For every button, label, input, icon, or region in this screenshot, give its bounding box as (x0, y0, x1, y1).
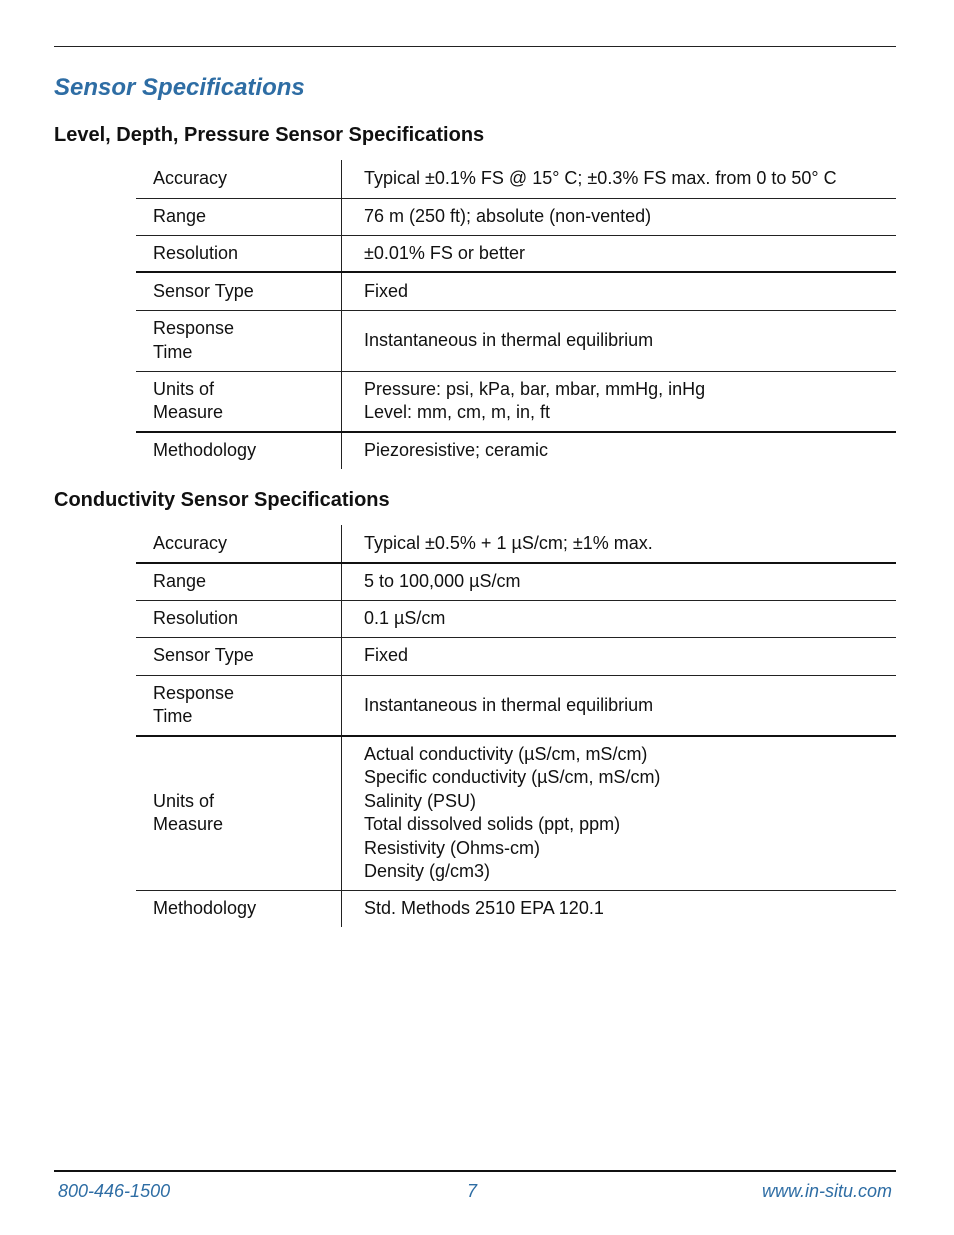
table-row (136, 675, 896, 736)
spec-label: Sensor Type (136, 272, 342, 310)
spec-value: Fixed (342, 637, 897, 675)
table-row (136, 160, 896, 198)
spec-value: 5 to 100,000 µS/cm (342, 563, 897, 600)
spec-value: 76 m (250 ft); absolute (non-vented) (342, 198, 897, 235)
spec-label: Response Time (136, 310, 342, 371)
footer-page-number: 7 (467, 1181, 478, 1201)
spec-label: Range (136, 198, 342, 235)
table-row (136, 736, 896, 890)
table-row (136, 563, 896, 600)
table-row (136, 432, 896, 469)
spec-label: Resolution (136, 235, 342, 272)
spec-value: Actual conductivity (µS/cm, mS/cm) Specific conductivity (µS/cm, mS/cm) Salinity (PSU) Total dissolved solids (ppt, ppm) Resistivity (Ohms-cm) Density (g/cm3) (342, 736, 897, 890)
level-spec-table (136, 160, 896, 469)
spec-value: 0.1 µS/cm (342, 600, 897, 637)
section-heading-level: Level, Depth, Pressure Sensor Specifications (54, 124, 485, 146)
spec-label: Methodology (136, 432, 342, 469)
table-row (136, 235, 896, 272)
spec-value: Typical ±0.5% + 1 µS/cm; ±1% max. (364, 532, 653, 553)
spec-value: Instantaneous in thermal equilibrium (342, 675, 897, 736)
spec-label: Resolution (136, 600, 342, 637)
conductivity-spec-table (136, 525, 896, 927)
footer-website[interactable]: www.in-situ.com (761, 1181, 892, 1201)
spec-value: Typical ±0.1% FS @ 15° C; ±0.3% FS max. from 0 to 50° C (364, 168, 837, 188)
table-row (136, 198, 896, 235)
spec-label: Response Time (136, 675, 342, 736)
spec-value: Pressure: psi, kPa, bar, mbar, mmHg, inHg Level: mm, cm, m, in, ft (342, 371, 897, 432)
table-row (136, 272, 896, 310)
table-row (136, 637, 896, 675)
table-row (136, 600, 896, 637)
spec-value: Std. Methods 2510 EPA 120.1 (342, 890, 897, 927)
table-row (136, 525, 896, 563)
footer-phone: 800-446-1500 (58, 1181, 171, 1201)
table-row (136, 890, 896, 927)
spec-label: Methodology (136, 890, 342, 927)
spec-label: Range (136, 563, 342, 600)
top-rule (54, 46, 896, 47)
spec-label: Accuracy (136, 160, 342, 198)
table-row (136, 310, 896, 371)
spec-value: Instantaneous in thermal equilibrium (342, 310, 897, 371)
section-heading-conductivity: Conductivity Sensor Specifications (54, 489, 390, 511)
spec-value: Piezoresistive; ceramic (342, 432, 897, 469)
spec-label: Accuracy (136, 525, 342, 563)
spec-label: Sensor Type (136, 637, 342, 675)
spec-value: Fixed (342, 272, 897, 310)
page-title: Sensor Specifications (54, 74, 305, 101)
spec-label: Units of Measure (136, 371, 342, 432)
bottom-rule (54, 1170, 896, 1172)
spec-label: Units of Measure (136, 736, 342, 890)
table-row (136, 371, 896, 432)
spec-value: ±0.01% FS or better (342, 235, 897, 272)
